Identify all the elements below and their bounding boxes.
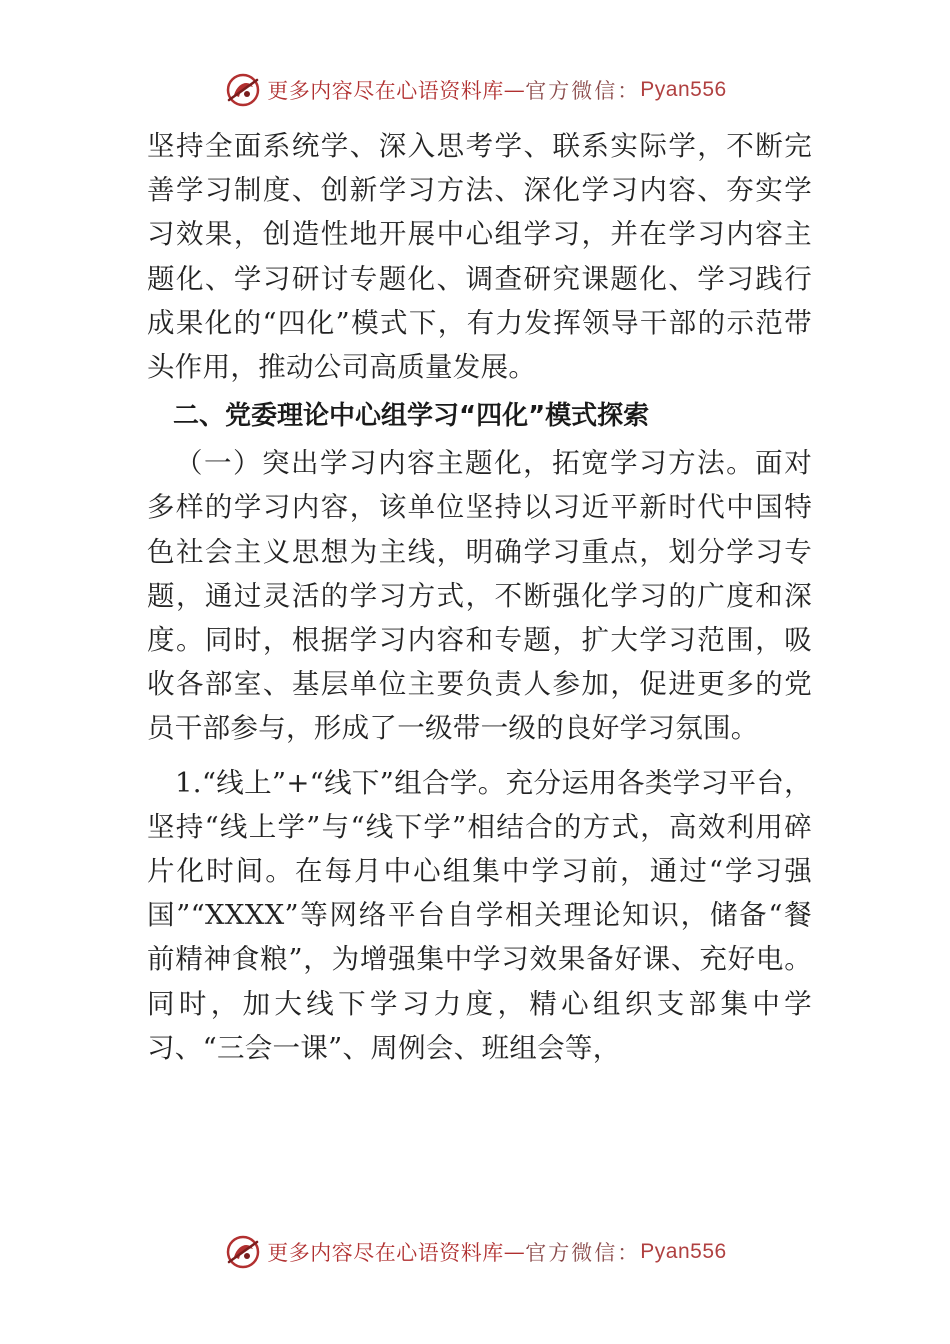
paragraph-continued: 坚持全面系统学、深入思考学、联系实际学，不断完善学习制度、创新学习方法、深化学习内容、夯实学习效果，创造性地开展中心组学习，并在学习内容主题化、学习研讨专题化、调查研究课题化、学习践行成果化的“四化”模式下，有力发挥领导干部的示范带头作用，推动公司高质量发展。 bbox=[147, 130, 812, 384]
section-heading: 二、党委理论中心组学习“四化”模式探索 bbox=[173, 401, 650, 432]
site-name: 更多内容尽在心语资料库 bbox=[267, 1241, 504, 1265]
wechat-label: 官方微信： bbox=[525, 1241, 641, 1265]
document-body bbox=[147, 124, 812, 1070]
paragraph-gap bbox=[147, 751, 812, 761]
wechat-id: Pyan556 bbox=[640, 1240, 727, 1263]
site-name: 更多内容尽在心语资料库 bbox=[267, 79, 504, 103]
banner-separator: — bbox=[503, 1240, 526, 1264]
footer-banner bbox=[0, 1230, 950, 1274]
brand-logo-icon bbox=[223, 1232, 263, 1272]
banner-separator: — bbox=[503, 78, 526, 102]
brand-logo-icon bbox=[223, 70, 263, 110]
header-banner bbox=[0, 68, 950, 112]
wechat-label: 官方微信： bbox=[525, 79, 641, 103]
paragraph-1: （一）突出学习内容主题化，拓宽学习方法。面对多样的学习内容，该单位坚持以习近平新时代中国特色社会主义思想为主线，明确学习重点，划分学习专题，通过灵活的学习方式，不断强化学习的广度和深度。同时，根据学习内容和专题，扩大学习范围，吸收各部室、基层单位主要负责人参加，促进更多的党员干部参与，形成了一级带一级的良好学习氛围。 bbox=[147, 447, 812, 745]
paragraph-2: 1.“线上”+“线下”组合学。充分运用各类学习平台，坚持“线上学”与“线下学”相结合的方式，高效利用碎片化时间。在每月中心组集中学习前，通过“学习强国”“XXXX”等网络平台自学相关理论知识，储备“餐前精神食粮”，为增强集中学习效果备好课、充好电。同时，加大线下学习力度，精心组织支部集中学习、“三会一课”、周例会、班组会等， bbox=[147, 766, 812, 1064]
wechat-id: Pyan556 bbox=[640, 78, 727, 101]
